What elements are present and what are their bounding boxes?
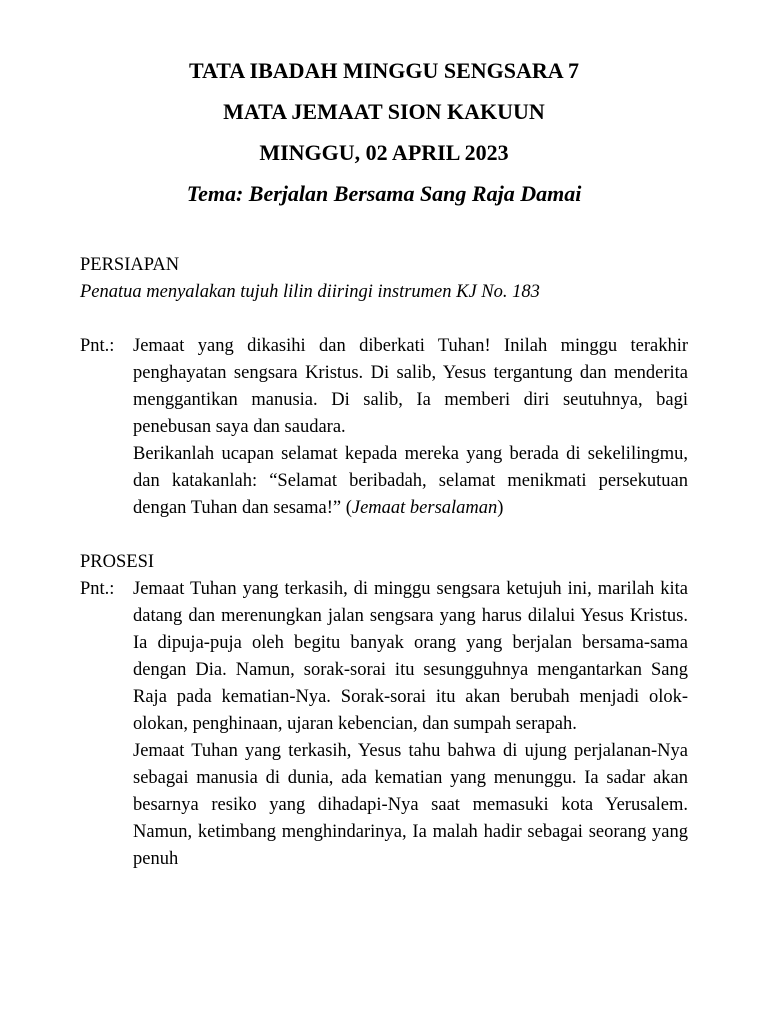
section-heading-prosesi: PROSESI [80, 552, 155, 572]
title-line-2: MATA JEMAAT SION KAKUUN [223, 99, 545, 124]
document-header [80, 58, 688, 207]
title-line-3: MINGGU, 02 APRIL 2023 [259, 140, 509, 165]
rubric-italic: Jemaat bersalaman [351, 498, 498, 518]
title-line-1: TATA IBADAH MINGGU SENGSARA 7 [189, 58, 579, 83]
speaker-label: Pnt.: [80, 336, 115, 356]
entry-paragraphs [133, 576, 688, 873]
paragraph [133, 441, 688, 522]
theme-line: Tema: Berjalan Bersama Sang Raja Damai [186, 181, 582, 206]
section-prosesi [80, 549, 688, 873]
instruction-persiapan: Penatua menyalakan tujuh lilin diiringi instrumen KJ No. 183 [80, 282, 540, 302]
section-persiapan [80, 252, 688, 522]
paragraph: Jemaat Tuhan yang terkasih, di minggu sengsara ketujuh ini, marilah kita datang dan merenungkan jalan sengsara yang harus dilalui Yesus Kristus. Ia dipuja-puja oleh begitu banyak orang yang berjalan bersama-sama dengan Dia. Namun, sorak-sorai itu sesungguhnya mengantarkan Sang Raja pada kematian-Nya. Sorak-sorai itu akan berubah menjadi olok-olokan, penghinaan, ujaran kebencian, dan sumpah serapah. [133, 579, 688, 734]
speaker-label: Pnt.: [80, 579, 115, 599]
entry-paragraphs [133, 333, 688, 522]
paragraph: Jemaat yang dikasihi dan diberkati Tuhan! Inilah minggu terakhir penghayatan sengsara Kristus. Di salib, Yesus tergantung dan menderita menggantikan manusia. Di salib, Ia memberi diri seutuhnya, bagi penebusan saya dan saudara. [133, 336, 688, 437]
speaker-entry [80, 333, 688, 522]
speaker-entry [80, 576, 688, 873]
paragraph-text-end: ) [497, 498, 504, 518]
section-heading-persiapan: PERSIAPAN [80, 255, 180, 275]
paragraph: Jemaat Tuhan yang terkasih, Yesus tahu bahwa di ujung perjalanan-Nya sebagai manusia di dunia, ada kematian yang menunggu. Ia sadar akan besarnya resiko yang dihadapi-Nya saat memasuki kota Yerusalem. Namun, ketimbang menghindarinya, Ia malah hadir sebagai seorang yang penuh [133, 741, 688, 869]
paragraph-text: Berikanlah ucapan selamat kepada mereka yang berada di sekelilingmu, dan katakanlah: “Selamat beribadah, selamat menikmati persekutuan dengan Tuhan dan sesama!” ( [133, 444, 688, 518]
